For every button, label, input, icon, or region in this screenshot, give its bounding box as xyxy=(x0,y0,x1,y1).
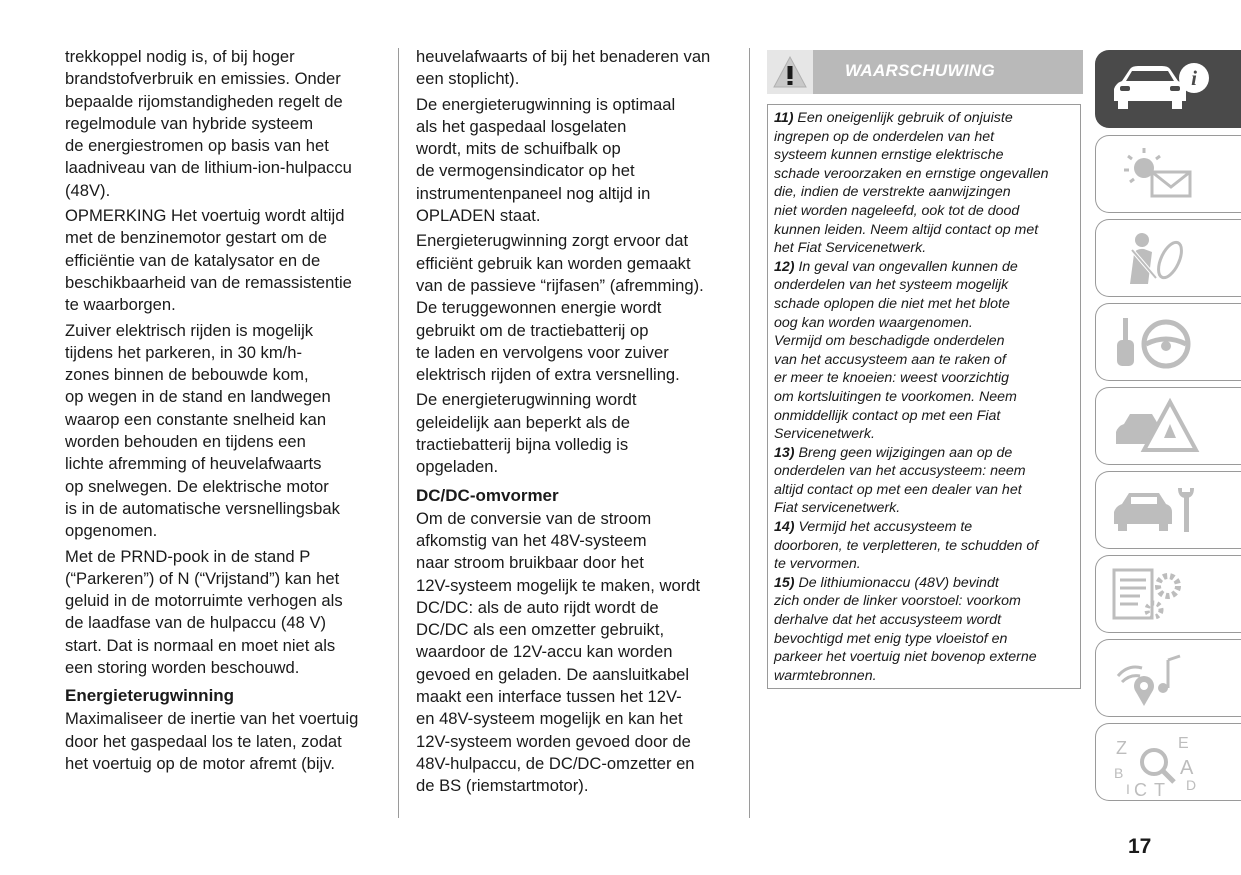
warning-light-message-icon xyxy=(1108,142,1238,208)
text-column-1 xyxy=(65,46,385,778)
warning-item: 15) De lithiumionaccu (48V) bevindt zich onder de linker voorstoel: voorkom derhalve dat het accusysteem wordt bevochtigd met enig type vloeistof en parkeer het voertuig niet bovenop externe warmtebronnen. xyxy=(774,574,1037,684)
tab-safety[interactable] xyxy=(1095,219,1241,297)
key-steering-wheel-icon xyxy=(1108,310,1238,376)
column-divider xyxy=(398,48,399,818)
tab-dashboard-lights[interactable] xyxy=(1095,135,1241,213)
tab-technical-data[interactable] xyxy=(1095,555,1241,633)
svg-text:I: I xyxy=(1126,781,1130,796)
section-heading-energieterugwinning: Energieterugwinning xyxy=(65,686,235,706)
paragraph: Zuiver elektrisch rijden is mogelijk tijdens het parkeren, in 30 km/h- zones binnen de bebouwde kom, op wegen in de stand en landwegen waarop een constante snelheid kan worden behouden en tijdens een lichte afremming of heuvelafwaarts op snelwegen. De elektrische motor is in de automatische versnellingsbak opgenomen. xyxy=(65,320,340,541)
svg-text:D: D xyxy=(1186,777,1197,793)
svg-text:A: A xyxy=(1180,757,1194,779)
text-column-2 xyxy=(416,46,738,801)
warning-item: 14) Vermijd het accusysteem te doorboren, te verpletteren, te schudden of te vervormen. xyxy=(774,519,1039,573)
paragraph: Maximaliseer de inertie van het voertuig door het gaspedaal los te laten, zodat het voertuig op de motor afremt (bijv. xyxy=(65,709,359,773)
svg-text:C: C xyxy=(1134,780,1147,796)
svg-text:E: E xyxy=(1178,735,1189,752)
warning-title: WAARSCHUWING xyxy=(845,61,995,80)
car-info-icon xyxy=(1108,57,1238,123)
column-divider xyxy=(749,48,750,818)
multimedia-music-icon xyxy=(1108,646,1238,712)
paragraph-note: OPMERKING Het voertuig wordt altijd met de benzinemotor gestart om de efficiëntie van de katalysator en de beschikbaarheid van de remassistentie te waarborgen. xyxy=(65,206,352,315)
svg-text:Z: Z xyxy=(1116,738,1127,758)
svg-text:i: i xyxy=(1191,66,1197,90)
warning-item: 11) Een oneigenlijk gebruik of onjuiste ingrepen op de onderdelen van het systeem kunnen ernstige elektrische schade veroorzaken en ernstige ongevallen die, indien de verstrekte aanwijzingen niet worden nageleefd, ook tot de dood kunnen leiden. Neem altijd contact op met het Fiat Servicenetwerk. xyxy=(774,110,1049,257)
svg-text:B: B xyxy=(1114,765,1124,781)
paragraph: Om de conversie van de stroom afkomstig van het 48V-systeem naar stroom bruikbaar door het 12V-systeem mogelijk te maken, wordt DC/DC: als de auto rijdt wordt de DC/DC als een omzetter gebruikt, waardoor de 12V-accu kan worden gevoed en geladen. De aansluitkabel maakt een interface tussen het 12V- en 48V-systeem mogelijk en kan het 12V-systeem worden gevoed door de 48V-hulpaccu, de DC/DC-omzetter en de BS (riemstartmotor). xyxy=(416,508,701,796)
paragraph: De energieterugwinning is optimaal als het gaspedaal losgelaten wordt, mits de schuifbalk op de vermogensindicator op het instrumentenpaneel nog altijd in OPLADEN staat. xyxy=(416,94,676,226)
tab-maintenance[interactable] xyxy=(1095,471,1241,549)
svg-text:T: T xyxy=(1154,780,1165,796)
tab-starting-driving[interactable] xyxy=(1095,303,1241,381)
tab-index[interactable] xyxy=(1095,723,1241,801)
warning-header xyxy=(767,50,1083,94)
warning-box xyxy=(767,104,1081,689)
alphabet-index-icon xyxy=(1108,730,1238,796)
tab-car-info[interactable] xyxy=(1095,50,1241,128)
seatbelt-airbag-icon xyxy=(1108,226,1238,292)
warning-item: 13) Breng geen wijzigingen aan op de onderdelen van het accusysteem: neem altijd contact op met een dealer van het Fiat servicenetwerk. xyxy=(774,444,1026,517)
paragraph: De energieterugwinning wordt geleidelijk aan beperkt als de tractiebatterij bijna volledig is opgeladen. xyxy=(416,390,637,477)
car-warning-triangle-icon xyxy=(1108,394,1238,460)
paragraph: heuvelafwaarts of bij het benaderen van een stoplicht). xyxy=(416,47,711,89)
paragraph: trekkoppel nodig is, of bij hoger brandstofverbruik en emissies. Onder bepaalde rijomstandigheden regelt de regelmodule van hybride systeem de energiestromen op basis van het laadniveau van de lithium-ion-hulpaccu (48V). xyxy=(65,47,352,200)
paragraph: Energieterugwinning zorgt ervoor dat efficiënt gebruik kan worden gemaakt van de passieve “rijfasen” (afremming). De teruggewonnen energie wordt gebruikt om de tractiebatterij op te laden en vervolgens voor zuiver elektrisch rijden of extra versnelling. xyxy=(416,231,704,385)
tab-emergency[interactable] xyxy=(1095,387,1241,465)
car-wrench-icon xyxy=(1108,478,1238,544)
page-number: 17 xyxy=(1128,835,1152,858)
warning-item: 12) In geval van ongevallen kunnen de onderdelen van het systeem mogelijk schade oplopen die niet met het blote oog kan worden waargenomen. Vermijd om beschadigde onderdelen van het accusysteem aan te raken of er meer te knoeien: weest voorzichtig om kortsluitingen te voorkomen. Neem onmiddellijk contact op met een Fiat Servicenetwerk. xyxy=(774,258,1018,443)
paragraph: Met de PRND-pook in de stand P (“Parkeren”) of N (“Vrijstand”) kan het geluid in de motorruimte verhogen als de laadfase van de hulpaccu (48 V) start. Dat is normaal en moet niet als een storing worden beschouwd. xyxy=(65,546,343,678)
list-gears-icon xyxy=(1108,562,1238,628)
tab-multimedia[interactable] xyxy=(1095,639,1241,717)
section-heading-dcdc-omvormer: DC/DC-omvormer xyxy=(416,485,559,505)
warning-icon xyxy=(767,50,814,94)
